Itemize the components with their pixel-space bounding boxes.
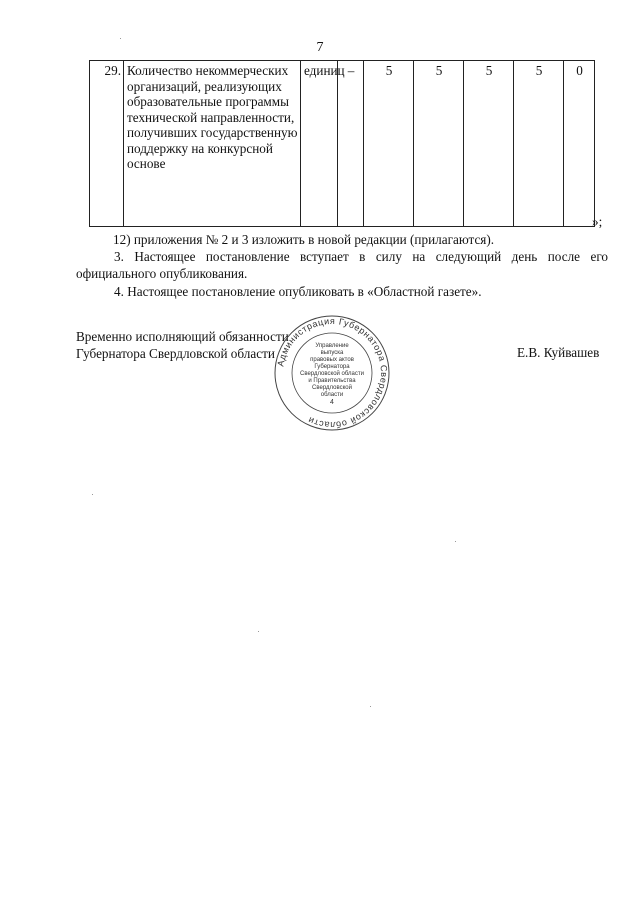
svg-text:Свердловской области: Свердловской области [299,371,365,377]
indicator-table [89,60,595,227]
value-cell-5: 0 [564,61,595,227]
baseline-cell: – [338,61,364,227]
item-4: 4. Настоящее постановление опубликовать в «Областной газете». [114,284,482,299]
value-cell-3: 5 [464,61,514,227]
scan-speck [258,631,259,632]
indicator-name: Количество некоммерческих организаций, реализующих образовательные программы технической направленности, получивших государственную поддержку на конкурсной основе [124,61,301,227]
unit-cell: единиц [301,61,338,227]
value-cell-4: 5 [514,61,564,227]
svg-text:Губернатора: Губернатора [314,364,350,370]
value-cell-2: 5 [414,61,464,227]
scan-speck [92,494,93,495]
row-number: 29. [90,61,124,227]
scan-speck [455,541,456,542]
svg-text:Свердловской: Свердловской [312,385,352,391]
svg-text:и Правительства: и Правительства [308,378,356,384]
scan-speck [370,706,371,707]
svg-text:области: области [320,392,344,398]
value-cell-1: 5 [364,61,414,227]
official-seal-stamp [273,314,391,432]
svg-text:Управление: Управление [315,343,349,349]
item-3: 3. Настоящее постановление вступает в силу на следующий день после его официального опубликования. [76,249,608,281]
page-number: 7 [316,40,324,55]
table-row [90,61,595,227]
svg-text:правовых актов: правовых актов [310,357,354,363]
signatory-title [76,328,289,362]
signatory-title-line-1: Временно исполняющий обязанности [76,329,289,344]
svg-text:4: 4 [330,399,334,406]
signatory-name: Е.В. Куйвашев [517,345,600,360]
signatory-title-line-2: Губернатора Свердловской области [76,346,275,361]
svg-text:выпуска: выпуска [320,350,344,356]
closing-quote: »; [592,214,603,229]
item-12: 12) приложения № 2 и 3 изложить в новой редакции (прилагаются). [113,232,495,247]
scan-speck [120,38,121,39]
svg-text:Администрация Губернатора Свер: Администрация Губернатора Свердловской области [275,315,390,431]
